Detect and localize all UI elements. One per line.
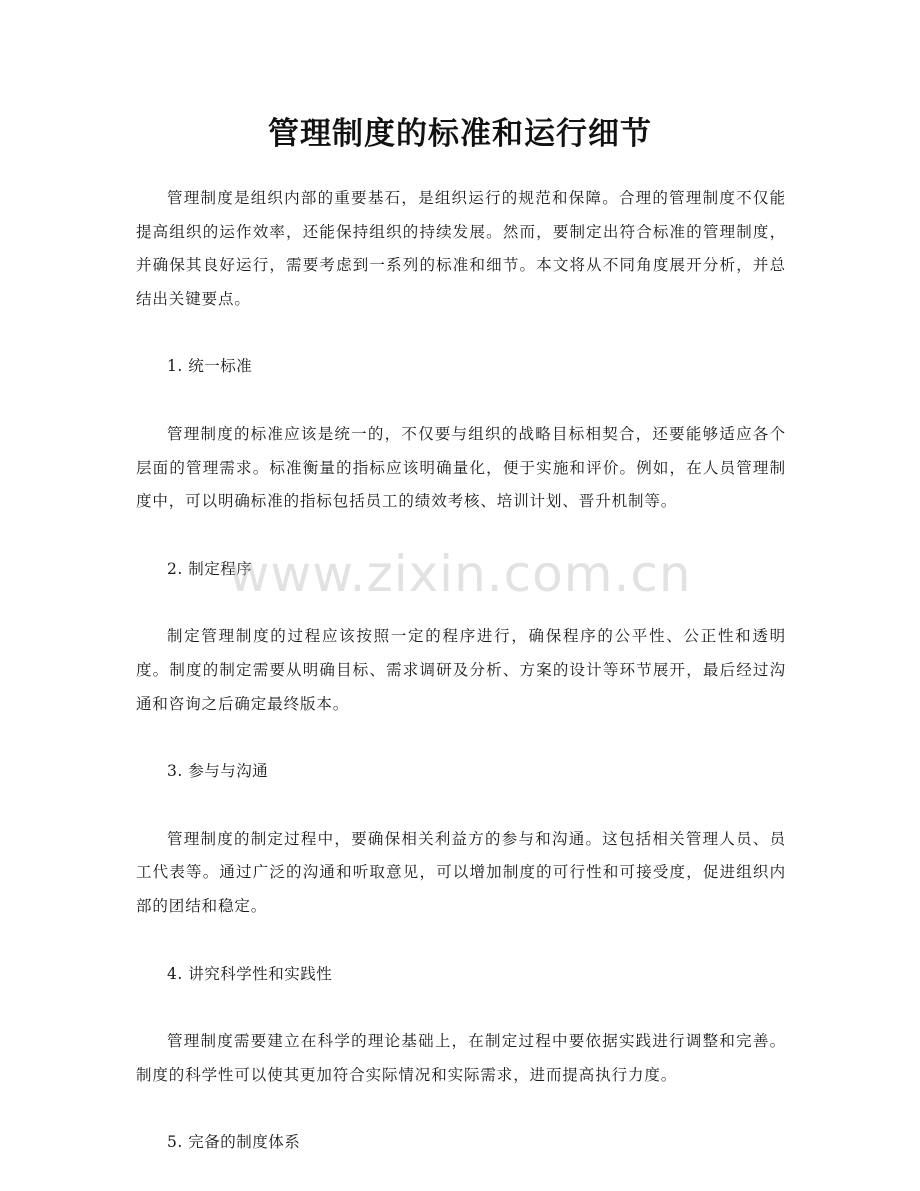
section-heading-2: 2. 制定程序 <box>167 559 253 578</box>
section-heading-3: 3. 参与与沟通 <box>167 762 269 781</box>
watermark: www.zixin.com.cn <box>228 545 692 603</box>
section-heading-4: 4. 讲究科学性和实践性 <box>167 964 333 983</box>
section-heading-5: 5. 完备的制度体系 <box>167 1133 301 1152</box>
section-body-3: 管理制度的制定过程中，要确保相关利益方的参与和沟通。这包括相关管理人员、员工代表等。通过广泛的沟通和听取意见，可以增加制度的可行性和可接受度，促进组织内部的团结和稳定。 <box>136 829 786 915</box>
document-title: 管理制度的标准和运行细节 <box>268 116 652 152</box>
section-heading-1: 1. 统一标准 <box>167 357 253 376</box>
document-body <box>136 182 786 1160</box>
section-body-2: 制定管理制度的过程应该按照一定的程序进行，确保程序的公平性、公正性和透明度。制度的制定需要从明确目标、需求调研及分析、方案的设计等环节展开，最后经过沟通和咨询之后确定最终版本。 <box>136 627 786 713</box>
section-body-1: 管理制度的标准应该是统一的，不仅要与组织的战略目标相契合，还要能够适应各个层面的管理需求。标准衡量的指标应该明确量化，便于实施和评价。例如，在人员管理制度中，可以明确标准的指标包括员工的绩效考核、培训计划、晋升机制等。 <box>136 424 786 511</box>
section-body-4: 管理制度需要建立在科学的理论基础上，在制定过程中要依据实践进行调整和完善。制度的科学性可以使其更加符合实际情况和实际需求，进而提高执行力度。 <box>136 1032 786 1084</box>
intro-paragraph: 管理制度是组织内部的重要基石，是组织运行的规范和保障。合理的管理制度不仅能提高组织的运作效率，还能保持组织的持续发展。然而，要制定出符合标准的管理制度，并确保其良好运行，需要考虑到一系列的标准和细节。本文将从不同角度展开分析，并总结出关键要点。 <box>136 189 786 308</box>
